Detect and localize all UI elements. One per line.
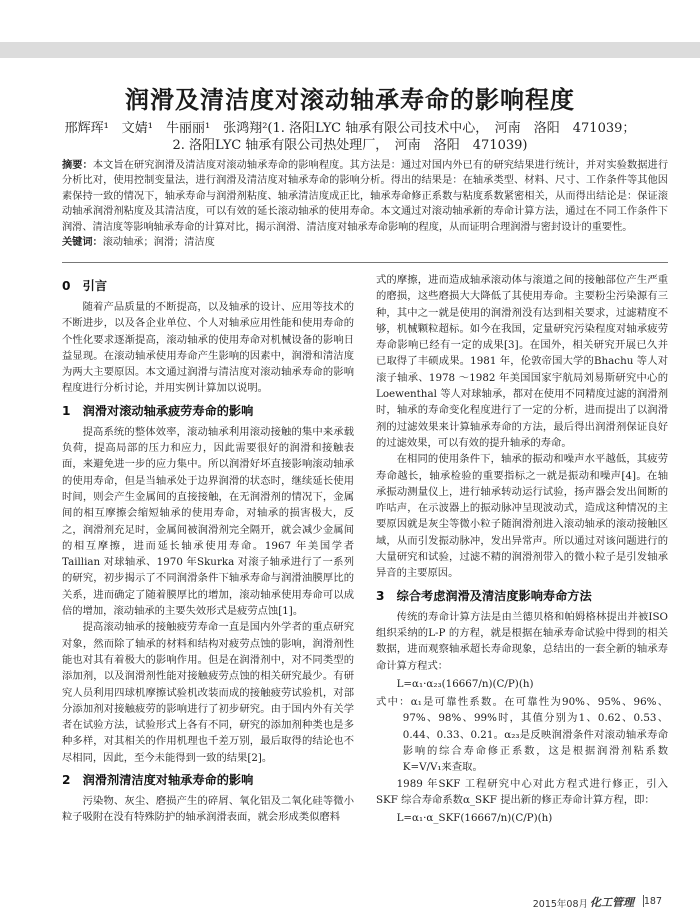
- author-line-2: 2. 洛阳LYC 轴承有限公司热处理厂， 河南 洛阳 471039): [172, 138, 528, 153]
- right-column: [376, 272, 668, 829]
- formula-definition: 式中：α₁是可靠性系数。在可靠性为90%、95%、96%、97%、98%、99%时，其值分别为1、0.62、0.53、0.44、0.33、0.21。α₂₃是反映润滑条件对滚动轴承寿命影响的综合寿命修正系数，这是根据润滑剂粘系数K=V/V₁来查取。: [376, 696, 668, 774]
- paragraph-s2-1: 污染物、灰尘、磨损产生的碎屑、氧化铝及二氧化硅等微小粒子吸附在没有特殊防护的轴承润滑表面，就会形成类似磨料: [62, 795, 354, 824]
- paragraph-s2-cont: 式的摩擦，进而造成轴承滚动体与滚道之间的接触部位产生严重的磨损，这些磨损大大降低了其使用寿命。主要粉尘污染源有三种，其中之一就是使用的润滑剂没有达到相关要求，过滤精度不够，机械颗粒超标。如今在我国，定量研究污染程度对轴承疲劳寿命影响已经有一定的成果[3]。在国外，相关研究开展已久并已取得了丰硕成果。1981 年，伦敦帝国大学的Bhachu 等人对滚子轴承、1978 ～1982 年美国国家宇航局刘易斯研究中心的Loewenthal 等人对球轴承，都对在使用不同精度过滤的润滑剂时，轴承的寿命变化程度进行了一定的分析，进而提出了以润滑剂的过滤效果来计算轴承寿命的方法，最后得出润滑剂保证良好的过滤效果，可以有效的提升轴承的寿命。: [376, 274, 668, 449]
- author-block: [0, 120, 700, 154]
- keywords-text: 滚动轴承；润滑；清洁度: [102, 237, 215, 249]
- left-column: [62, 272, 354, 826]
- section-heading-1: 1 润滑对滚动轴承疲劳寿命的影响: [62, 403, 254, 418]
- page-footer: [0, 896, 700, 910]
- abstract-divider: [62, 262, 668, 263]
- abstract-block: [62, 158, 668, 250]
- keywords-line: [62, 235, 668, 250]
- keywords-label: 关键词：: [62, 236, 103, 249]
- formula-1: L=α₁·α₂₃(16667/n)(C/P)(h): [396, 677, 534, 690]
- paragraph-s1-2: 提高滚动轴承的接触疲劳寿命一直是国内外学者的重点研究对象，然而除了轴承的材料和结构对疲劳点蚀的影响，润滑剂性能也对其有着极大的影响作用。但是在润滑剂中，对不同类型的添加剂，以及润滑剂性能对接触疲劳点蚀的相关研究最少。有研究人员利用四球机摩擦试验机改装而成的接触疲劳试验机，对部分添加剂对接触疲劳的影响进行了初步研究。由于国内外有关学者在试验方法，试验形式上各有不同，研究的添加剂种类也是多种多样，对其相关的作用机理也千差万别，最后取得的结论也不尽相同，因此，至今未能得到一致的结果[2]。: [62, 621, 354, 764]
- paper-title: 润滑及清洁度对滚动轴承寿命的影响程度: [125, 86, 575, 114]
- section-heading-0: 0 引言: [62, 279, 108, 293]
- abstract-label: 摘要：: [62, 159, 93, 171]
- footer-magazine-name: 化工管理: [590, 896, 634, 909]
- section-heading-3: 3 综合考虑润滑及清洁度影响寿命方法: [376, 588, 592, 603]
- paragraph-s1-1: 提高系统的整体效率，滚动轴承利用滚动接触的集中来承载负荷，提高局部的压力和应力，因此需要很好的润滑和接触表面，来避免进一步的应力集中。所以润滑好坏直接影响滚动轴承的使用寿命，但是当轴承处于边界润滑的状态时，继续延长使用时间，则会产生金属间的直接接触，在无润滑剂的情况下，金属间的相互摩擦会缩短轴承的使用寿命，对轴承的损害极大，反之，润滑剂充足时，金属间被润滑剂完全隔开，就会减少金属间的相互摩擦，进而延长轴承使用寿命。1967 年美国学者Taillian 对球轴承、1970 年Skurka 对滚子轴承进行了一系列的研究，初步揭示了不同润滑条件下轴承寿命与润滑油膜厚比的关系，进而确定了随着膜厚比的增加，滚动轴承使用寿命可以成倍的增加，滚动轴承的主要失效形式是疲劳点蚀[1]。: [62, 425, 354, 618]
- author-line-1: 邢辉珲¹ 文婧¹ 牛丽丽¹ 张鸿翔²(1. 洛阳LYC 轴承有限公司技术中心， 河南 洛阳 471039；: [64, 121, 636, 136]
- paragraph-s3-1: 传统的寿命计算方法是由兰德贝格和帕姆格林提出并被ISO 组织采纳的L-P 的方程，就是根据在轴承寿命试验中得到的相关数据，进而观察轴承超长寿命现象，总结出的一套全新的轴承寿命计算方程式：: [376, 610, 668, 672]
- section-heading-2: 2 润滑剂清洁度对轴承寿命的影响: [62, 773, 254, 788]
- paragraph-s2-2: 在相同的使用条件下，轴承的振动和噪声水平越低，其疲劳寿命越长，轴承检验的重要指标之一就是振动和噪声[4]。在轴承振动测量仪上，进行轴承转动运行试验，扬声器会发出间断的咋咕声，在示波器上的振动脉冲呈现波动式，造成这种情况的主要原因就是灰尘等微小粒子随润滑剂进入滚动轴承的滚动接触区域，从而引发振动脉冲，发出异常声。所以通过对该问题进行的大量研究和试验，过滤不精的润滑剂带入的微小粒子是引发轴承异音的主要原因。: [376, 453, 668, 580]
- paragraph-intro: 随着产品质量的不断提高，以及轴承的设计、应用等技术的不断进步，以及各企业单位、个人对轴承应用性能和使用寿命的个性化要求逐渐提高，滚动轴承的使用寿命对机械设备的影响日益显现。在滚动轴承使用寿命产生影响的因素中，润滑和清洁度为两大主要原因。本文通过润滑与清洁度对滚动轴承寿命的影响程度进行分析讨论，并用实例计算加以说明。: [62, 301, 354, 395]
- footer-page-number: 187: [643, 896, 662, 907]
- formula-2: L=α₁·α_SKF(16667/n)(C/P)(h): [396, 812, 553, 825]
- abstract-body: [62, 158, 668, 235]
- footer-issue-date: 2015年08月: [532, 899, 588, 910]
- paragraph-s3-2: 1989 年SKF 工程研究中心对此方程式进行修正，引入SKF 综合寿命系数α_SKF 提出新的修正寿命计算方程，即：: [376, 777, 668, 806]
- header-bar: [0, 42, 700, 58]
- abstract-text: 本文旨在研究润滑及清洁度对滚动轴承寿命的影响程度。其方法是：通过对国内外已有的研究结果进行统计，并对实验数据进行分析比对，使用控制变量法，进行润滑及清洁度对轴承寿命的影响分析。得出的结果是：在轴承类型、材料、尺寸、工作条件等其他因素保持一致的情况下，轴承寿命与润滑剂粘度、轴承清洁度成正比，轴承寿命修正系数与粘度系数紧密相关，从而得出结论是：保证滚动轴承润滑剂粘度及其清洁度，可以有效的延长滚动轴承的使用寿命。本文通过对滚动轴承新的寿命计算方法，通过在不同工作条件下润滑、清洁度等影响轴承寿命的计算对比，揭示润滑、清洁度对轴承寿命影响的程度，从而证明合理润滑与密封设计的重要性。: [62, 160, 669, 233]
